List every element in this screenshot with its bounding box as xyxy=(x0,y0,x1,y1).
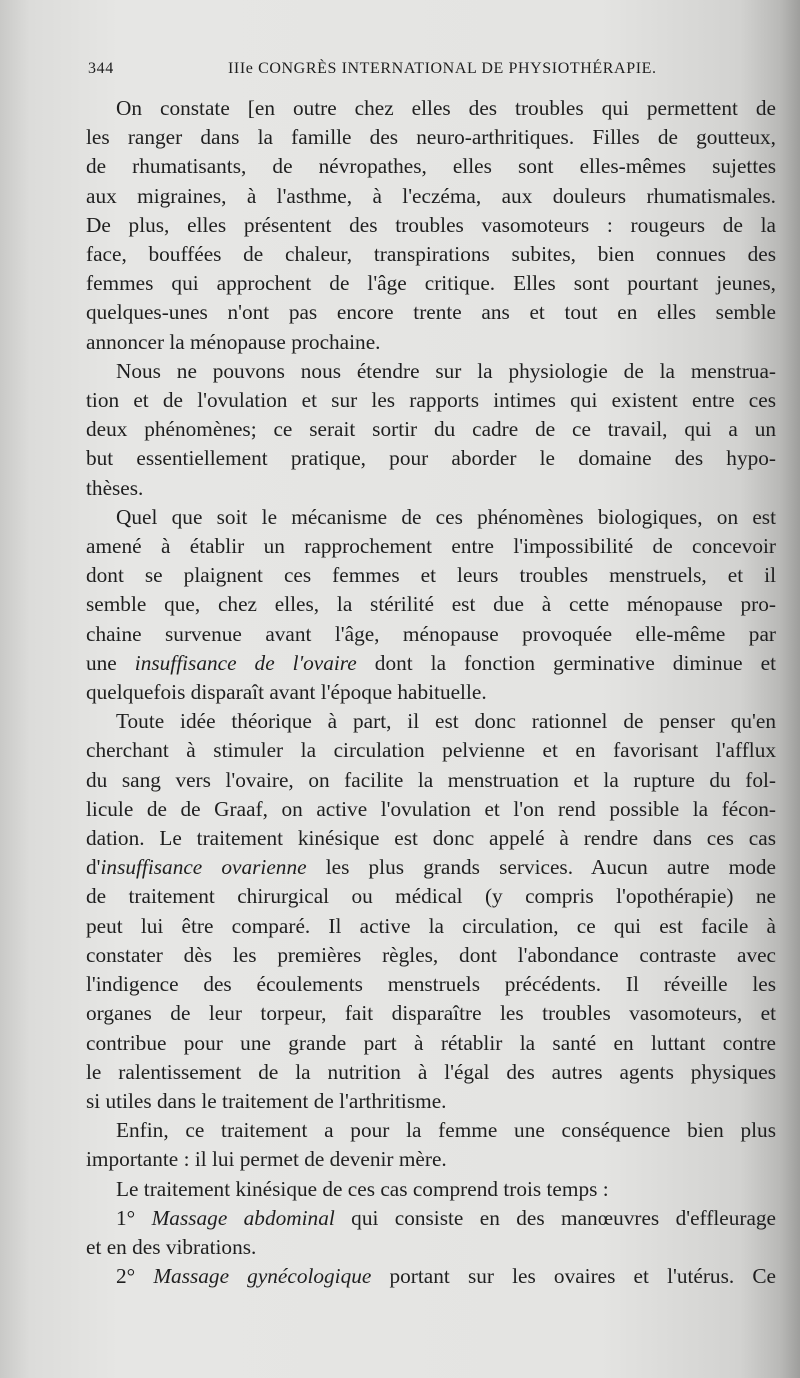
italic-phrase: Massage gynécologique xyxy=(153,1264,372,1289)
paragraph xyxy=(86,94,776,357)
text-line: contribue pour une grande part à rétablir la santé en luttant contre xyxy=(86,1030,776,1055)
text-line: De plus, elles présentent des troubles vasomoteurs : rougeurs de la xyxy=(86,212,776,237)
italic-phrase: insuffisance de l'ovaire xyxy=(134,650,357,675)
text-line: peut lui être comparé. Il active la circulation, ce qui est facile à xyxy=(86,913,776,938)
text-line: but essentiellement pratique, pour aborder le domaine des hypo- xyxy=(86,446,776,471)
running-head-title: IIIe CONGRÈS INTERNATIONAL DE PHYSIOTHÉRAPIE. xyxy=(228,60,657,77)
text-line: face, bouffées de chaleur, transpirations subites, bien connues des xyxy=(86,242,776,267)
text-line: Quel que soit le mécanisme de ces phénomènes biologiques, on est xyxy=(116,504,776,529)
text-line: organes de leur torpeur, fait disparaître les troubles vasomoteurs, et xyxy=(86,1001,776,1026)
text-line: Toute idée théorique à part, il est donc rationnel de penser qu'en xyxy=(116,709,776,734)
text-line: Le traitement kinésique de ces cas comprend trois temps : xyxy=(116,1176,609,1201)
text-line: On constate [en outre chez elles des troubles qui permettent de xyxy=(116,96,776,120)
text-line: d'insuffisance ovarienne les plus grands services. Aucun autre mode xyxy=(86,855,776,880)
italic-phrase: Massage abdominal xyxy=(151,1205,335,1230)
text-line: annoncer la ménopause prochaine. xyxy=(86,329,381,354)
text-line: si utiles dans le traitement de l'arthritisme. xyxy=(86,1088,447,1113)
text-line: les ranger dans la famille des neuro-arthritiques. Filles de goutteux, xyxy=(86,125,776,150)
paragraph xyxy=(86,503,776,707)
text-line: une insuffisance de l'ovaire dont la fonction germinative diminue et xyxy=(86,650,776,675)
text-line: aux migraines, à l'asthme, à l'eczéma, aux douleurs rhumatismales. xyxy=(86,183,776,208)
paragraph xyxy=(86,1175,776,1204)
page-number: 344 xyxy=(88,60,114,77)
text-line: du sang vers l'ovaire, on facilite la menstruation et la rupture du fol- xyxy=(86,767,776,792)
text-line: et en des vibrations. xyxy=(86,1234,257,1259)
text-line: de traitement chirurgical ou médical (y compris l'opothérapie) ne xyxy=(86,884,776,909)
text-line: deux phénomènes; ce serait sortir du cadre de ce travail, qui a un xyxy=(86,417,776,442)
text-line: Enfin, ce traitement a pour la femme une conséquence bien plus xyxy=(116,1118,776,1143)
text-line: de rhumatisants, de névropathes, elles sont elles-mêmes sujettes xyxy=(86,154,776,179)
text-line: femmes qui approchent de l'âge critique. Elles sont pourtant jeunes, xyxy=(86,271,776,296)
text-line: 1° Massage abdominal qui consiste en des manœuvres d'effleurage xyxy=(116,1205,776,1230)
text-line: dont se plaignent ces femmes et leurs troubles menstruels, et il xyxy=(86,563,776,588)
text-line: Nous ne pouvons nous étendre sur la physiologie de la menstrua- xyxy=(116,358,776,383)
running-head xyxy=(88,60,778,90)
text-line: cherchant à stimuler la circulation pelvienne et en favorisant l'afflux xyxy=(86,738,776,763)
text-line: tion et de l'ovulation et sur les rapports intimes qui existent entre ces xyxy=(86,388,776,413)
text-line: 2° Massage gynécologique portant sur les ovaires et l'utérus. Ce xyxy=(116,1264,776,1289)
paragraph xyxy=(86,1204,776,1262)
paragraph xyxy=(86,1262,776,1291)
text-line: le ralentissement de la nutrition à l'égal des autres agents physiques xyxy=(86,1059,776,1084)
paragraph xyxy=(86,1116,776,1174)
paragraph xyxy=(86,707,776,1116)
text-line: dation. Le traitement kinésique est donc appelé à rendre dans ces cas xyxy=(86,826,776,851)
body-text xyxy=(86,94,776,1291)
text-line: semble que, chez elles, la stérilité est due à cette ménopause pro- xyxy=(86,592,776,617)
text-line: l'indigence des écoulements menstruels précédents. Il réveille les xyxy=(86,972,776,997)
text-line: quelquefois disparaît avant l'époque habituelle. xyxy=(86,680,487,705)
text-line: chaine survenue avant l'âge, ménopause provoquée elle-même par xyxy=(86,621,776,646)
text-line: importante : il lui permet de devenir mère. xyxy=(86,1147,447,1172)
paragraph xyxy=(86,357,776,503)
text-line: quelques-unes n'ont pas encore trente ans et tout en elles semble xyxy=(86,300,776,325)
text-line: thèses. xyxy=(86,475,144,500)
text-line: constater dès les premières règles, dont l'abondance contraste avec xyxy=(86,942,776,967)
text-line: licule de de Graaf, on active l'ovulation et l'on rend possible la fécon- xyxy=(86,796,776,821)
text-line: amené à établir un rapprochement entre l'impossibilité de concevoir xyxy=(86,534,776,559)
italic-phrase: insuffisance ovarienne xyxy=(100,855,307,880)
